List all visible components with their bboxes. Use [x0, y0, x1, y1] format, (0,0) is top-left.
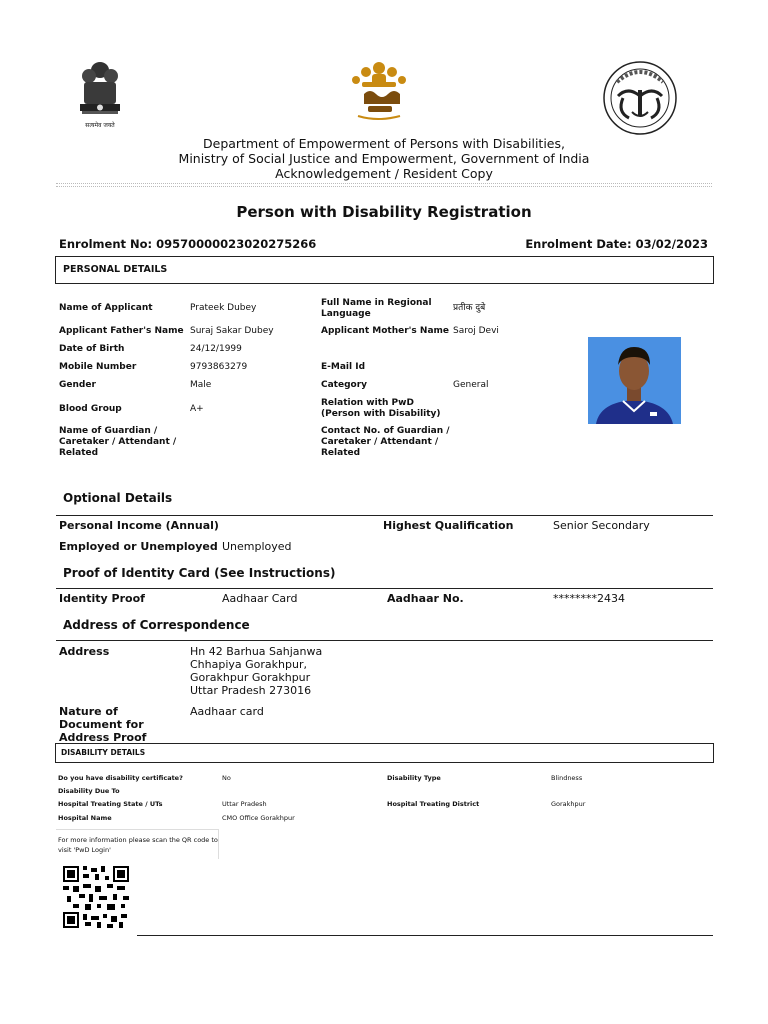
department-line-1: Department of Empowerment of Persons with Disabilities, [203, 136, 565, 151]
address-line-2: Chhapiya Gorakhpur, [190, 658, 307, 671]
employment-label: Employed or Unemployed [59, 540, 218, 553]
enrolment-number-value: 09570000023020275266 [156, 237, 317, 251]
department-line-2: Ministry of Social Justice and Empowerment, Government of India [178, 151, 590, 166]
relation-label: Relation with PwD (Person with Disability) [321, 398, 441, 419]
mother-name-label: Applicant Mother's Name [321, 326, 449, 336]
guardian-label: Name of Guardian / Caretaker / Attendant / Related [59, 426, 177, 458]
hospital-state-label: Hospital Treating State / UTs [58, 800, 163, 808]
address-proof-value: Aadhaar card [190, 705, 264, 718]
regional-name-label: Full Name in Regional Language [321, 298, 432, 319]
address-divider [56, 640, 713, 641]
copy-type-line: Acknowledgement / Resident Copy [275, 166, 493, 181]
page-title: Person with Disability Registration [236, 203, 532, 221]
address-section-title: Address of Correspondence [63, 618, 250, 632]
category-label: Category [321, 380, 368, 390]
qr-note: For more information please scan the QR code to visit 'PwD Login' [58, 836, 218, 854]
gender-label: Gender [59, 380, 96, 390]
disability-type-label: Disability Type [387, 774, 441, 782]
address-line-3: Gorakhpur Gorakhpur [190, 671, 311, 684]
identity-proof-value: Aadhaar Card [222, 592, 298, 605]
disability-details-header-box [55, 743, 714, 763]
father-name-label: Applicant Father's Name [59, 326, 184, 336]
certificate-label: Do you have disability certificate? [58, 774, 183, 782]
enrolment-date [525, 237, 708, 251]
email-label: E-Mail Id [321, 362, 366, 372]
footer-line [137, 935, 713, 936]
applicant-photo [588, 337, 681, 424]
national-emblem-logo [72, 58, 128, 134]
qualification-value: Senior Secondary [553, 519, 650, 532]
address-label: Address [59, 645, 110, 658]
gender-value: Male [190, 380, 212, 390]
optional-divider [56, 515, 713, 516]
applicant-name-value: Prateek Dubey [190, 303, 257, 313]
hospital-state-value: Uttar Pradesh [222, 800, 267, 808]
identity-proof-label: Identity Proof [59, 592, 145, 605]
hospital-name-value: CMO Office Gorakhpur [222, 814, 295, 822]
qr-note-top-line [56, 829, 218, 830]
identity-section-title: Proof of Identity Card (See Instructions) [63, 566, 336, 580]
aadhaar-label: Aadhaar No. [387, 592, 464, 605]
mobile-value: 9793863279 [190, 362, 248, 372]
enrolment-date-value: 03/02/2023 [635, 237, 708, 251]
aadhaar-value: ********2434 [553, 592, 625, 605]
header-divider-2 [56, 186, 712, 187]
qr-note-right-line [218, 829, 219, 859]
blood-group-value: A+ [190, 404, 204, 414]
certificate-value: No [222, 774, 231, 782]
regional-name-value: प्रतीक दुबे [453, 303, 486, 313]
hospital-district-label: Hospital Treating District [387, 800, 480, 808]
guardian-contact-label: Contact No. of Guardian / Caretaker / Attendant / Related [321, 426, 450, 458]
address-proof-label: Nature of Document for Address Proof [59, 705, 147, 744]
employment-value: Unemployed [222, 540, 292, 553]
mobile-label: Mobile Number [59, 362, 137, 372]
mother-name-value: Saroj Devi [453, 326, 499, 336]
disability-type-value: Blindness [551, 774, 583, 782]
emblem-caption: सत्यमेव जयते [85, 122, 115, 129]
hospital-name-label: Hospital Name [58, 814, 112, 822]
qr-code[interactable] [63, 866, 129, 928]
enrolment-date-label: Enrolment Date: [525, 237, 632, 251]
dob-value: 24/12/1999 [190, 344, 242, 354]
enrolment-number [59, 237, 316, 251]
header-divider [56, 183, 712, 184]
category-value: General [453, 380, 489, 390]
up-government-seal-logo [601, 60, 679, 136]
qualification-label: Highest Qualification [383, 519, 514, 532]
applicant-name-label: Name of Applicant [59, 303, 153, 313]
address-line-4: Uttar Pradesh 273016 [190, 684, 312, 697]
father-name-value: Suraj Sakar Dubey [190, 326, 274, 336]
hospital-district-value: Gorakhpur [551, 800, 586, 808]
blood-group-label: Blood Group [59, 404, 122, 414]
identity-divider [56, 588, 713, 589]
dob-label: Date of Birth [59, 344, 125, 354]
disability-details-title: DISABILITY DETAILS [61, 748, 146, 757]
address-line-1: Hn 42 Barhua Sahjanwa [190, 645, 323, 658]
accessible-india-logo [344, 58, 414, 122]
enrolment-number-label: Enrolment No: [59, 237, 153, 251]
personal-details-title: PERSONAL DETAILS [63, 264, 168, 275]
optional-details-title: Optional Details [63, 491, 173, 505]
disability-due-label: Disability Due To [58, 787, 120, 795]
income-label: Personal Income (Annual) [59, 519, 219, 532]
